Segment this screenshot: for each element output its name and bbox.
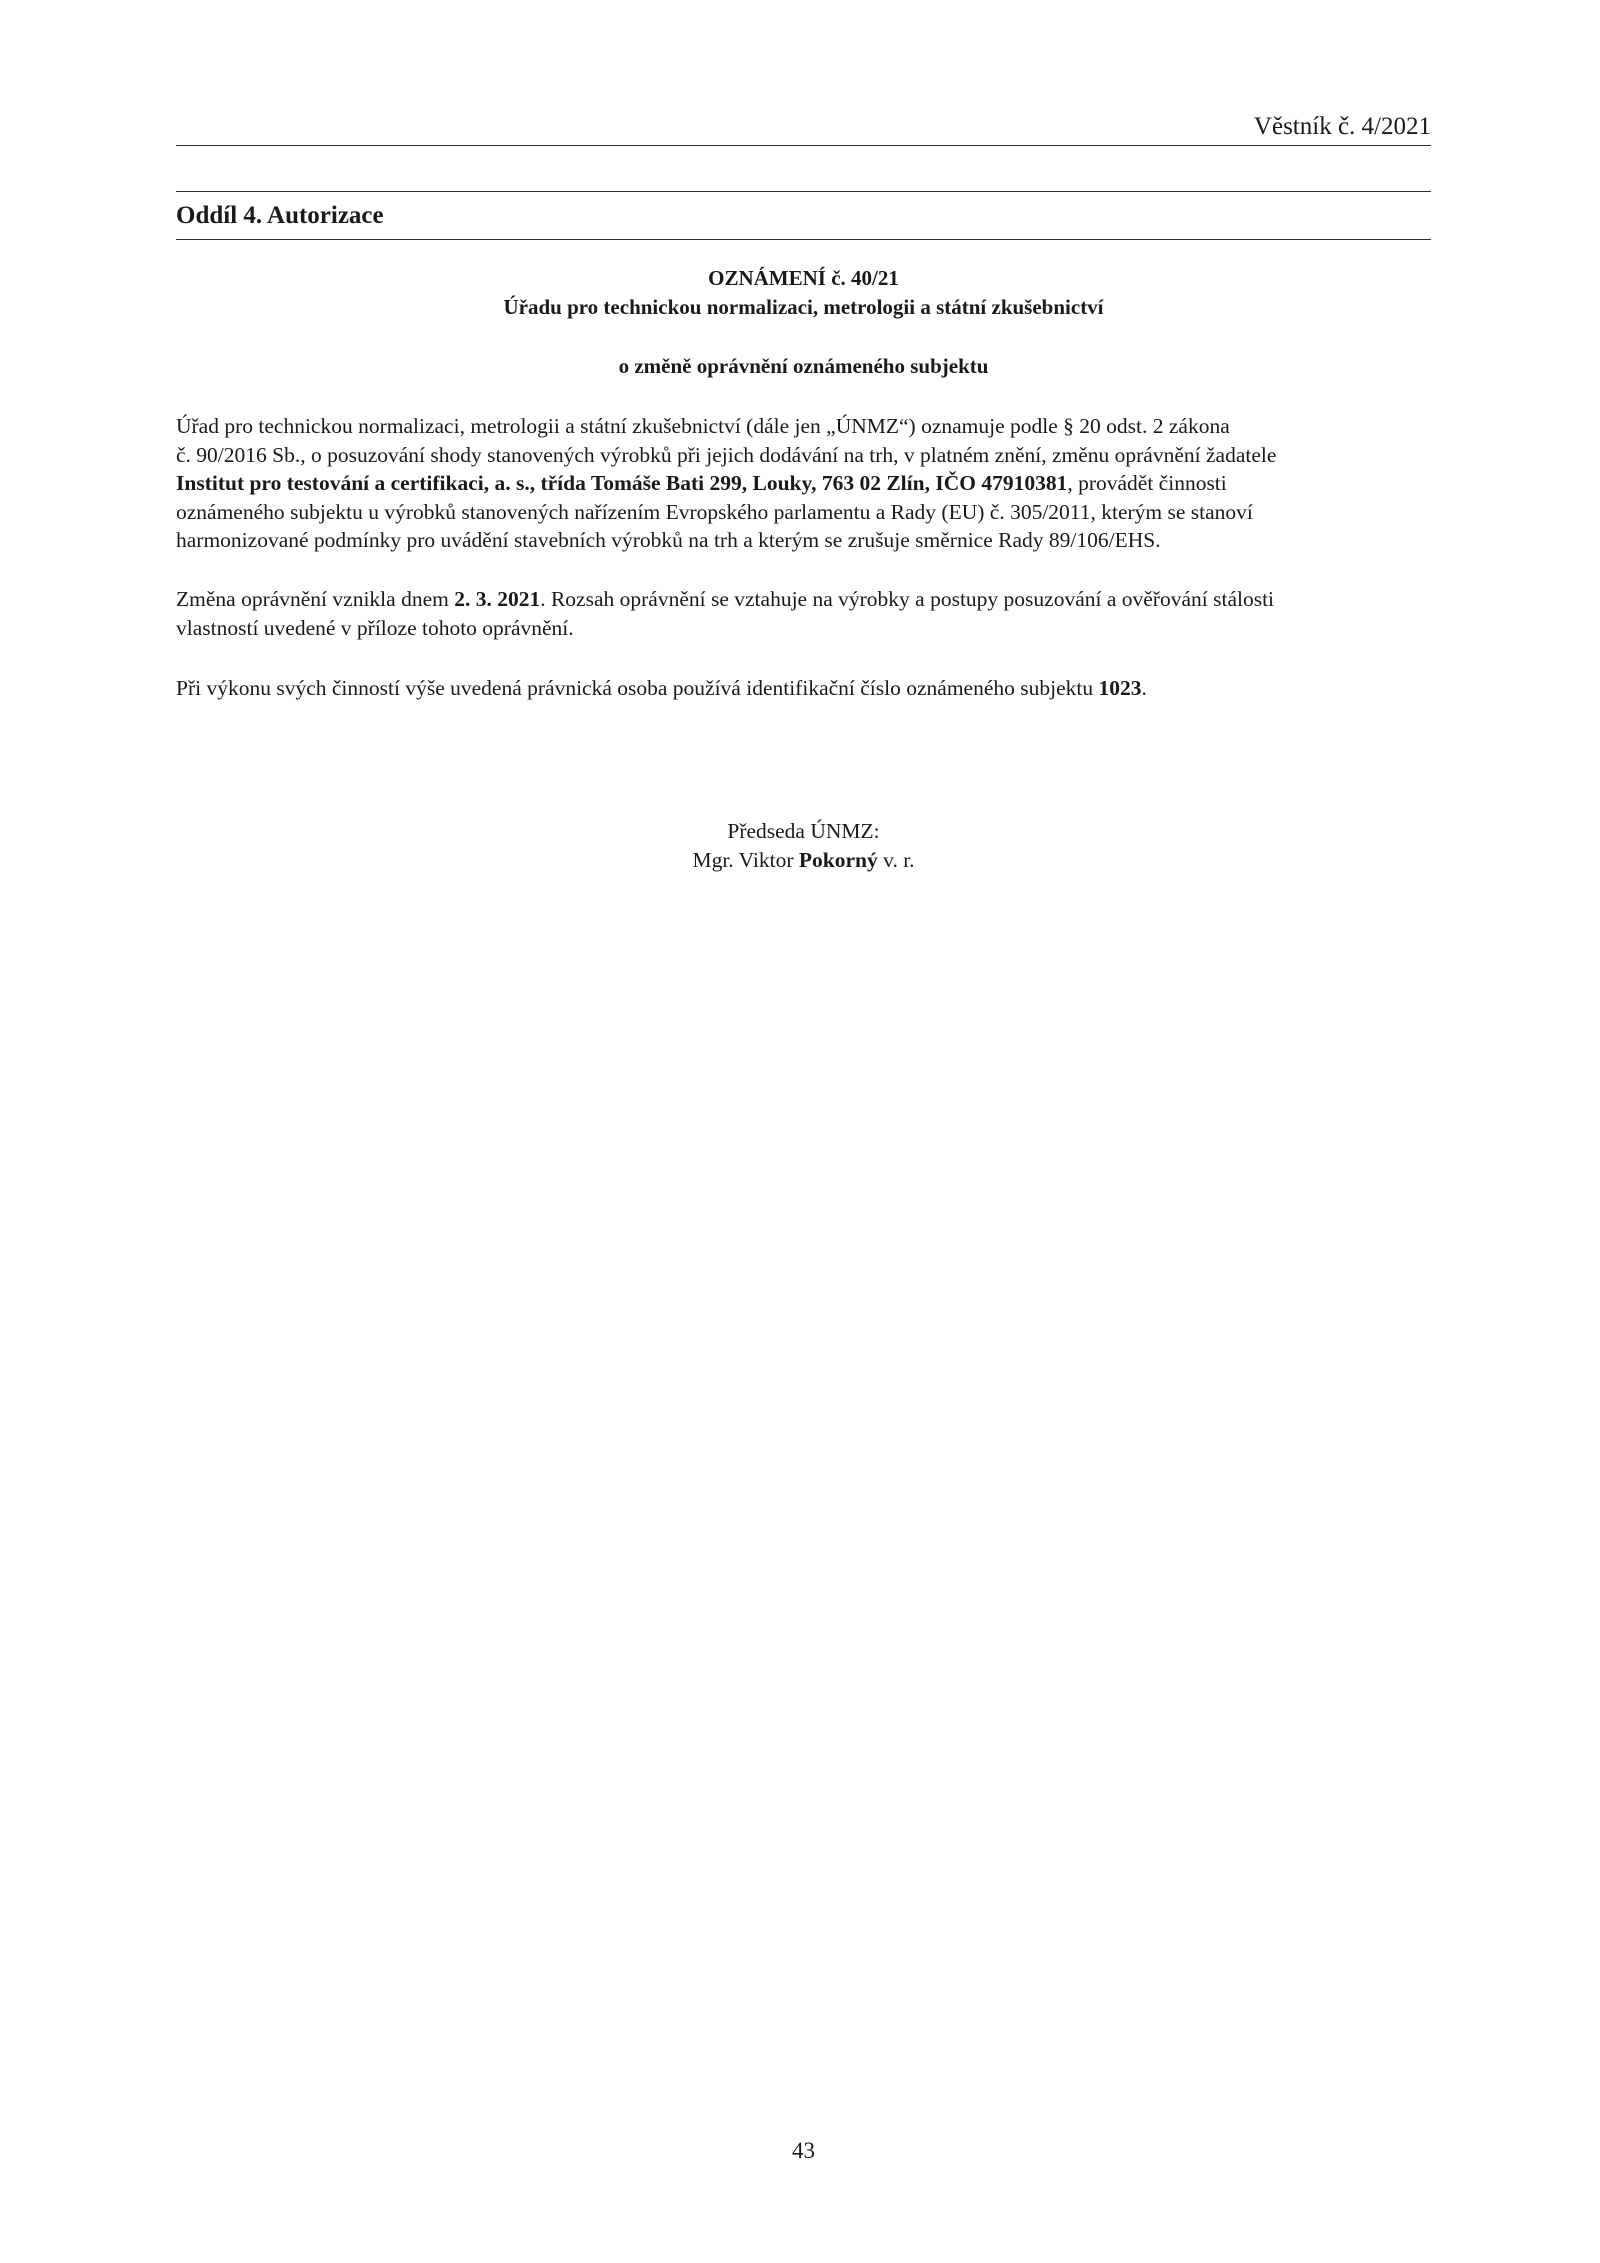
paragraph-2-line-1: Změna oprávnění vznikla dnem 2. 3. 2021. Rozsah oprávnění se vztahuje na výrobky a postupy posuzování a ověřování stálosti [176,587,1275,611]
paragraph-3: Při výkonu svých činností výše uvedená právnická osoba používá identifikační číslo oznámeného subjektu 1023. [176,676,1147,700]
signature-name: Mgr. Viktor Pokorný v. r. [692,848,915,872]
paragraph-1-line-5: harmonizované podmínky pro uvádění stavebních výrobků na trh a kterým se zrušuje směrnice Rady 89/106/EHS. [176,528,1161,552]
header-rule [176,145,1431,146]
signature-role: Předseda ÚNMZ: [727,819,880,843]
paragraph-1-line-3: Institut pro testování a certifikaci, a. s., třída Tomáše Bati 299, Louky, 763 02 Zlín, IČO 47910381, provádět činnosti [176,471,1227,495]
notice-heading: OZNÁMENÍ č. 40/21 [708,266,899,290]
notice-issuer: Úřadu pro technickou normalizaci, metrologii a státní zkušebnictví [503,295,1104,319]
paragraph-2-line-2: vlastností uvedené v příloze tohoto oprávnění. [176,615,574,640]
paragraph-1-line-1: Úřad pro technickou normalizaci, metrologii a státní zkušebnictví (dále jen „ÚNMZ“) oznamuje podle § 20 odst. 2 zákona [176,414,1230,438]
paragraph-1 [176,412,1431,555]
notified-body-number: 1023 [1098,676,1142,700]
paragraph-1-line-4: oznámeného subjektu u výrobků stanovených nařízením Evropského parlamentu a Rady (EU) č. 305/2011, kterým se stanoví [176,499,1253,524]
change-date: 2. 3. 2021 [454,587,541,611]
signature-block [176,817,1431,875]
applicant-name: Institut pro testování a certifikaci, a. s., třída Tomáše Bati 299, Louky, 763 02 Zlín, IČO 47910381 [176,471,1068,495]
paragraph-2 [176,585,1431,642]
notice-subject: o změně oprávnění oznámeného subjektu [618,354,989,378]
paragraph-1-line-2: č. 90/2016 Sb., o posuzování shody stanovených výrobků při jejich dodávání na trh, v platném znění, změnu oprávnění žadatele [176,442,1277,467]
section-top-rule [176,191,1431,192]
page-number: 43 [792,2138,815,2163]
section-title: Oddíl 4. Autorizace [176,202,384,229]
section-bottom-rule [176,239,1431,240]
running-header: Věstník č. 4/2021 [1253,113,1431,140]
